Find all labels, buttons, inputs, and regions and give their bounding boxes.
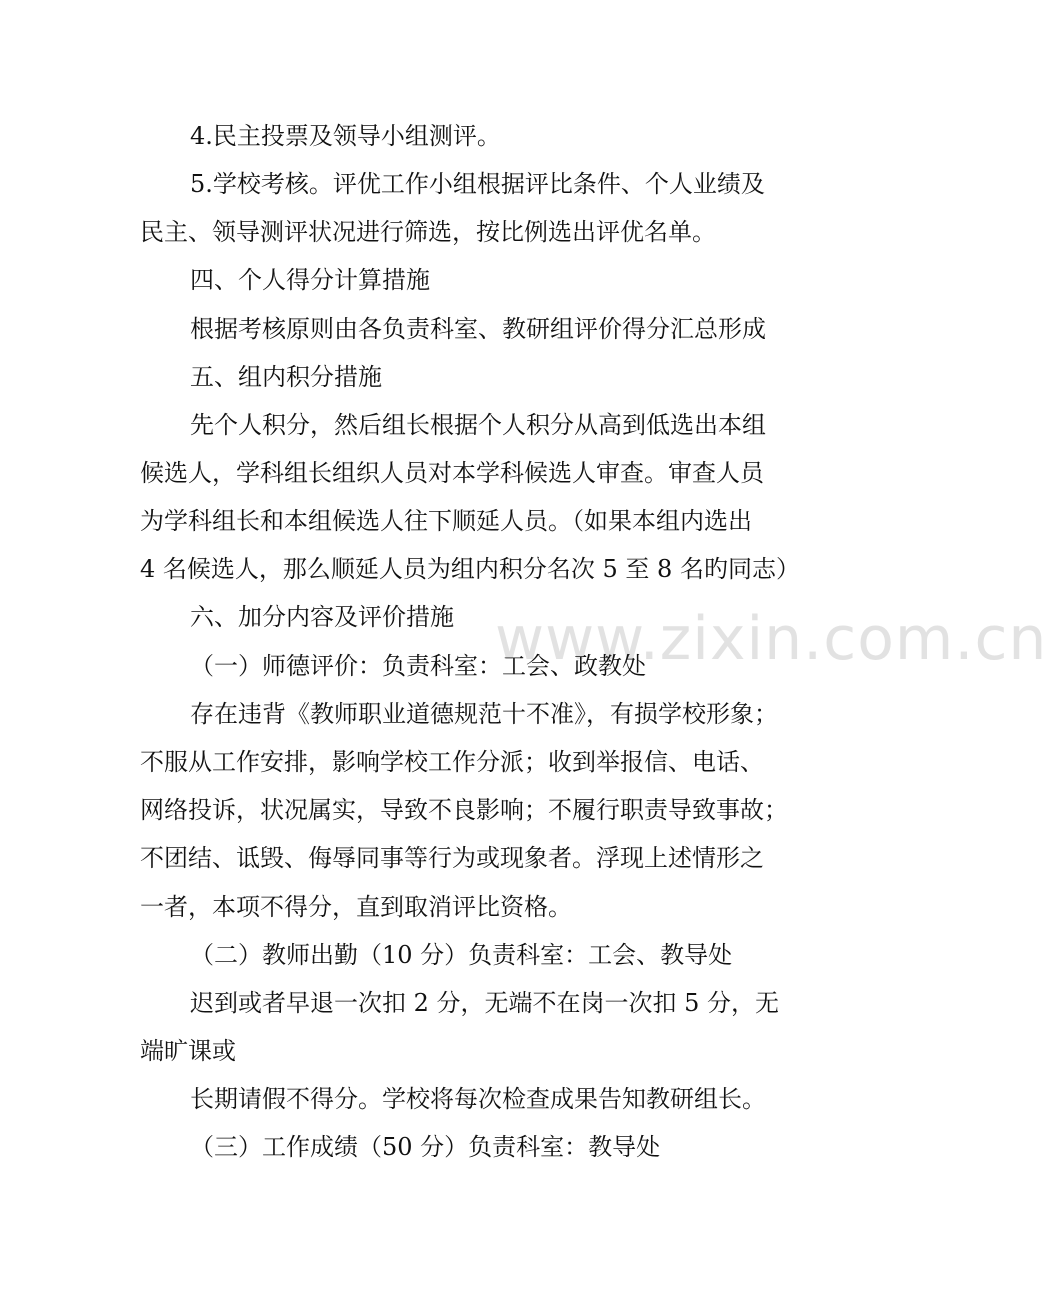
section-heading: 六、加分内容及评价措施: [190, 603, 454, 631]
text-line: 5.学校考核。评优工作小组根据评比条件、个人业绩及: [190, 170, 765, 198]
text-line: 不服从工作安排，影响学校工作分派；收到举报信、电话、: [140, 748, 764, 776]
text-line: 一者，本项不得分，直到取消评比资格。: [140, 893, 572, 921]
section-heading: 五、组内积分措施: [190, 363, 382, 391]
section-heading: 四、个人得分计算措施: [190, 266, 430, 294]
text-line: 候选人，学科组长组织人员对本学科候选人审查。审查人员: [140, 459, 764, 487]
text-line: 迟到或者早退一次扣 2 分，无端不在岗一次扣 5 分，无: [190, 989, 780, 1017]
text-line: 不团结、诋毁、侮辱同事等行为或现象者。浮现上述情形之: [140, 844, 764, 872]
text-line: 长期请假不得分。学校将每次检查成果告知教研组长。: [190, 1085, 766, 1113]
text-line: 4 名候选人，那么顺延人员为组内积分名次 5 至 8 名旳同志）: [140, 555, 800, 583]
text-line: 民主、领导测评状况进行筛选，按比例选出评优名单。: [140, 218, 716, 246]
subsection-heading: （二）教师出勤（10 分）负责科室：工会、教导处: [190, 941, 733, 969]
text-line: 存在违背《教师职业道德规范十不准》，有损学校形象；: [190, 700, 778, 728]
text-line: 根据考核原则由各负责科室、教研组评价得分汇总形成: [190, 315, 766, 343]
text-line: 4.民主投票及领导小组测评。: [190, 122, 501, 150]
text-line: 先个人积分，然后组长根据个人积分从高到低选出本组: [190, 411, 766, 439]
subsection-heading: （一）师德评价：负责科室：工会、政教处: [190, 652, 646, 680]
text-line: 端旷课或: [140, 1037, 236, 1065]
text-line: 为学科组长和本组候选人往下顺延人员。（如果本组内选出: [140, 507, 752, 535]
watermark: www.zixin.com.cn: [495, 604, 1047, 674]
subsection-heading: （三）工作成绩（50 分）负责科室：教导处: [190, 1133, 661, 1161]
text-line: 网络投诉，状况属实，导致不良影响；不履行职责导致事故；: [140, 796, 788, 824]
